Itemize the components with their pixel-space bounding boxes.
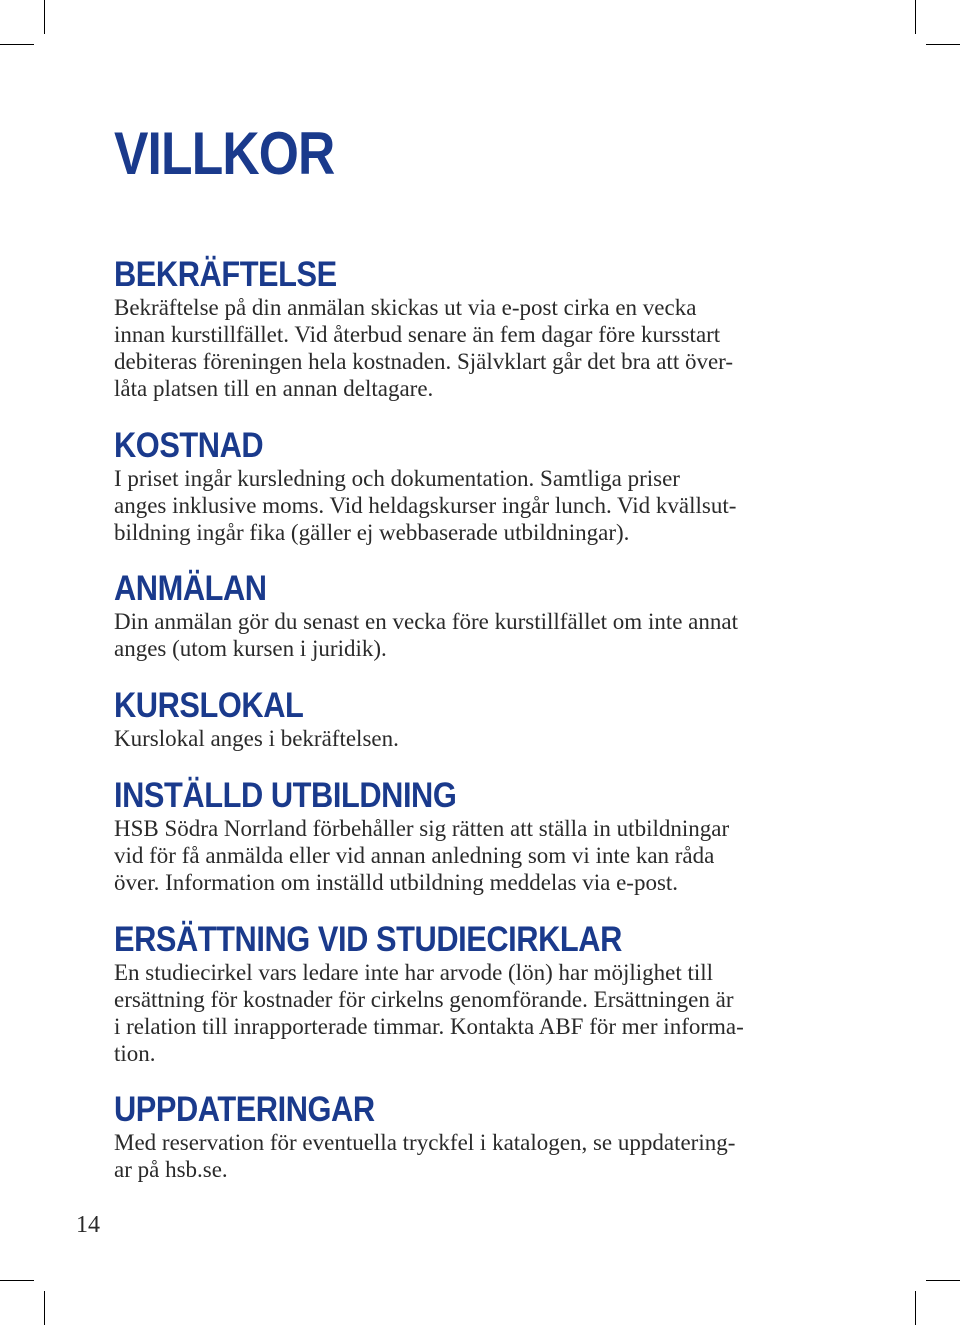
section-heading: KOSTNAD xyxy=(114,426,264,465)
body-line: Bekräftelse på din anmälan skickas ut via e-post cirka en vecka xyxy=(114,295,697,320)
section-heading: BEKRÄFTELSE xyxy=(114,255,337,294)
body-line: anges inklusive moms. Vid heldagskurser ingår lunch. Vid kvällsut- xyxy=(114,493,737,518)
body-line: HSB Södra Norrland förbehåller sig rätten att ställa in utbildningar xyxy=(114,816,730,841)
section-heading: INSTÄLLD UTBILDNING xyxy=(114,776,457,815)
body-line: Med reservation för eventuella tryckfel i katalogen, se uppdatering- xyxy=(114,1130,736,1155)
section-ersattning-vid-studiecirklar xyxy=(114,921,874,1067)
section-bekraftelse xyxy=(114,256,874,402)
body-line: Din anmälan gör du senast en vecka före kurstillfället om inte annat xyxy=(114,609,738,634)
body-line: En studiecirkel vars ledare inte har arvode (lön) har möjlighet till xyxy=(114,960,714,985)
body-line: anges (utom kursen i juridik). xyxy=(114,636,387,661)
body-line: Kurslokal anges i bekräftelsen. xyxy=(114,726,399,751)
body-line: debiteras föreningen hela kostnaden. Självklart går det bra att över- xyxy=(114,349,734,374)
section-anmalan xyxy=(114,570,874,662)
page-number: 14 xyxy=(76,1212,100,1238)
body-line: I priset ingår kursledning och dokumentation. Samtliga priser xyxy=(114,466,680,491)
crop-mark-top-right-vertical xyxy=(915,0,916,34)
crop-mark-top-left-horizontal xyxy=(0,44,34,45)
section-heading: KURSLOKAL xyxy=(114,686,304,725)
section-kostnad xyxy=(114,427,874,546)
body-line: i relation till inrapporterade timmar. Kontakta ABF för mer informa- xyxy=(114,1014,744,1039)
body-line: låta platsen till en annan deltagare. xyxy=(114,376,434,401)
section-uppdateringar xyxy=(114,1091,874,1183)
body-line: ersättning för kostnader för cirkelns genomförande. Ersättningen är xyxy=(114,987,734,1012)
crop-mark-top-right-horizontal xyxy=(926,44,960,45)
body-line: ar på hsb.se. xyxy=(114,1157,228,1182)
crop-mark-bottom-right-horizontal xyxy=(926,1280,960,1281)
body-line: vid för få anmälda eller vid annan anledning som vi inte kan råda xyxy=(114,843,715,868)
page-title: VILLKOR xyxy=(114,120,335,187)
section-heading: ANMÄLAN xyxy=(114,569,267,608)
section-heading: UPPDATERINGAR xyxy=(114,1090,375,1129)
body-line: bildning ingår fika (gäller ej webbaserade utbildningar). xyxy=(114,520,630,545)
crop-mark-bottom-left-horizontal xyxy=(0,1280,34,1281)
section-installd-utbildning xyxy=(114,777,874,896)
body-line: tion. xyxy=(114,1041,156,1066)
crop-mark-bottom-left-vertical xyxy=(44,1291,45,1325)
crop-mark-bottom-right-vertical xyxy=(915,1291,916,1325)
section-kurslokal xyxy=(114,687,874,752)
crop-mark-top-left-vertical xyxy=(44,0,45,34)
body-line: innan kurstillfället. Vid återbud senare än fem dagar före kursstart xyxy=(114,322,721,347)
section-heading: ERSÄTTNING VID STUDIECIRKLAR xyxy=(114,920,622,959)
body-line: över. Information om inställd utbildning meddelas via e-post. xyxy=(114,870,679,895)
